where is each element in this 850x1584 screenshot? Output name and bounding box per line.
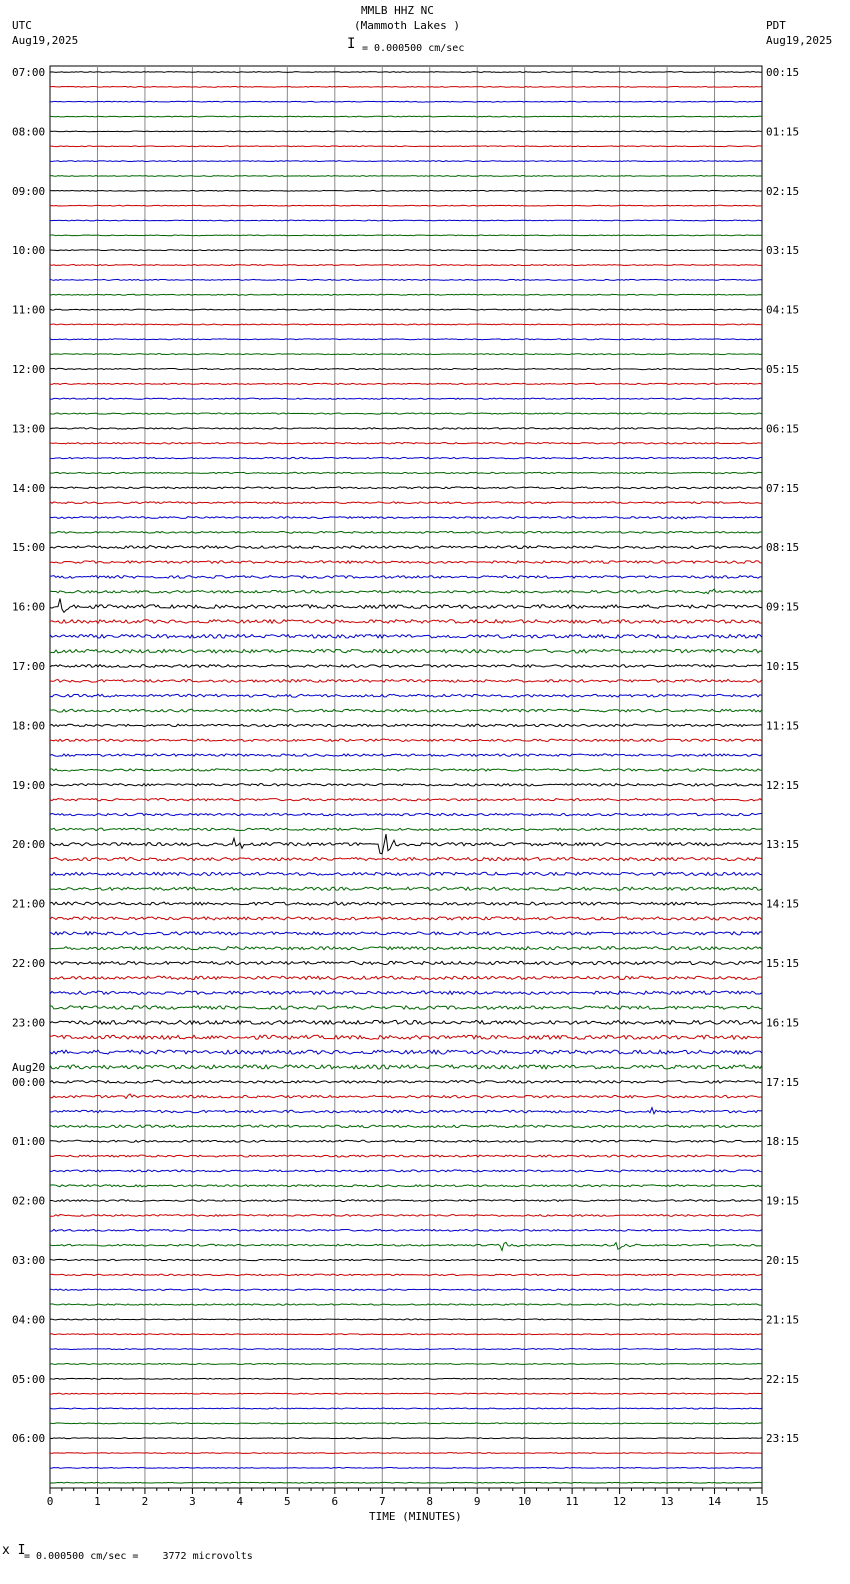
trace-line [50, 265, 762, 266]
trace-line [50, 739, 762, 741]
x-tick-label: 2 [141, 1495, 149, 1508]
trace-line [50, 517, 762, 519]
trace-line [50, 354, 762, 355]
trace-line [50, 531, 762, 533]
utc-hour-label: 09:00 [12, 184, 46, 198]
pdt-hour-label: 10:15 [766, 660, 800, 673]
pdt-hour-label: 09:15 [766, 600, 800, 614]
pdt-hour-label: 03:15 [766, 244, 800, 258]
x-tick-label: 13 [660, 1495, 674, 1508]
x-tick-label: 11 [565, 1495, 579, 1508]
utc-hour-label: 19:00 [12, 778, 46, 792]
trace-line [50, 1468, 762, 1469]
utc-hour-label: 00:00 [12, 1075, 46, 1089]
utc-hour-label: 04:00 [12, 1313, 46, 1327]
trace-line [50, 1170, 762, 1172]
trace-line [50, 1363, 762, 1364]
utc-hour-label: 07:00 [12, 66, 46, 79]
trace-line [50, 235, 762, 236]
trace-line [50, 205, 762, 206]
x-tick-label: 15 [755, 1495, 769, 1508]
utc-hour-label: 17:00 [12, 660, 46, 673]
pdt-hour-label: 00:15 [766, 66, 800, 79]
utc-hour-label: 20:00 [12, 838, 46, 852]
pdt-hour-label: 08:15 [766, 541, 800, 555]
trace-line [50, 1349, 762, 1350]
trace-line [50, 576, 762, 579]
trace-line [50, 1140, 762, 1142]
footer-scale-icon: x I [2, 1543, 26, 1558]
left-date: Aug19,2025 [12, 34, 79, 47]
trace-line [50, 1393, 762, 1394]
location-title: (Mammoth Lakes ) [354, 19, 460, 32]
x-tick-label: 1 [94, 1495, 101, 1508]
trace-line [50, 1482, 762, 1483]
pdt-hour-label: 01:15 [766, 125, 800, 139]
utc-hour-label: 13:00 [12, 422, 46, 436]
x-tick-label: 6 [331, 1495, 339, 1508]
trace-line [50, 976, 762, 979]
utc-hour-label: 05:00 [12, 1372, 46, 1386]
utc-hour-label: 21:00 [12, 897, 46, 911]
trace-line [50, 872, 762, 875]
trace-line [50, 1334, 762, 1335]
trace-line [50, 1080, 762, 1083]
pdt-hour-label: 22:15 [766, 1372, 800, 1386]
trace-line [50, 828, 762, 830]
trace-line [50, 1065, 762, 1069]
x-tick-label: 3 [189, 1495, 196, 1508]
trace-line [50, 383, 762, 384]
pdt-hour-label: 15:15 [766, 957, 800, 970]
pdt-hour-label: 02:15 [766, 184, 800, 198]
trace-line [50, 220, 762, 221]
station-title: MMLB HHZ NC [361, 4, 434, 17]
trace-line [50, 339, 762, 340]
trace-line [50, 1200, 762, 1202]
trace-line [50, 991, 762, 994]
x-tick-label: 5 [284, 1495, 291, 1508]
trace-line [50, 834, 762, 854]
trace-line [50, 428, 762, 429]
x-tick-label: 10 [518, 1495, 532, 1508]
left-timezone: UTC [12, 19, 32, 32]
trace-line [50, 1319, 762, 1320]
trace-line [50, 887, 762, 890]
trace-line [50, 620, 762, 624]
utc-hour-label: 16:00 [12, 600, 46, 614]
pdt-hour-label: 16:15 [766, 1016, 800, 1030]
trace-line [50, 545, 762, 548]
x-tick-label: 8 [426, 1495, 434, 1508]
utc-hour-label: 10:00 [12, 244, 46, 258]
trace-line [50, 472, 762, 473]
trace-line [50, 902, 762, 905]
trace-line [50, 917, 762, 920]
utc-hour-label: 12:00 [12, 363, 46, 376]
trace-line [50, 176, 762, 177]
trace-line [50, 709, 762, 712]
footer-scale-label: = 0.000500 cm/sec = 3772 microvolts [24, 1551, 253, 1562]
trace-line [50, 1185, 762, 1187]
utc-hour-label: 11:00 [12, 303, 46, 317]
trace-line [50, 589, 762, 594]
trace-line [50, 635, 762, 639]
pdt-hour-label: 19:15 [766, 1194, 800, 1208]
trace-line [50, 561, 762, 564]
x-axis-label: TIME (MINUTES) [369, 1510, 462, 1523]
x-tick-label: 4 [236, 1495, 244, 1508]
trace-line [50, 131, 762, 132]
trace-line [50, 857, 762, 860]
trace-line [50, 161, 762, 162]
trace-line [50, 1155, 762, 1157]
trace-line [50, 1094, 762, 1099]
pdt-hour-label: 12:15 [766, 778, 800, 792]
trace-line [50, 1438, 762, 1439]
trace-line [50, 1229, 762, 1231]
x-tick-label: 12 [612, 1495, 627, 1508]
x-tick-label: 9 [473, 1495, 481, 1508]
x-tick-label: 14 [707, 1495, 722, 1508]
utc-hour-label: 03:00 [12, 1254, 46, 1267]
trace-line [50, 368, 762, 369]
utc-hour-label: 02:00 [12, 1194, 46, 1208]
trace-line [50, 72, 762, 73]
trace-line [50, 649, 762, 653]
trace-line [50, 1274, 762, 1275]
trace-line [50, 502, 762, 504]
trace-line [50, 665, 762, 668]
pdt-hour-label: 04:15 [766, 303, 800, 317]
right-date: Aug19,2025 [766, 34, 833, 47]
trace-line [50, 694, 762, 697]
pdt-hour-label: 17:15 [766, 1075, 800, 1089]
trace-line [50, 443, 762, 444]
trace-line [50, 784, 762, 786]
trace-line [50, 487, 762, 489]
trace-line [50, 116, 762, 117]
trace-line [50, 932, 762, 935]
trace-line [50, 1125, 762, 1128]
trace-line [50, 1289, 762, 1290]
trace-line [50, 1304, 762, 1305]
pdt-hour-label: 21:15 [766, 1313, 800, 1327]
utc-hour-label: 23:00 [12, 1016, 46, 1030]
pdt-hour-label: 11:15 [766, 719, 800, 733]
trace-line [50, 86, 762, 87]
trace-line [50, 250, 762, 251]
trace-line [50, 294, 762, 295]
utc-hour-label: 01:00 [12, 1135, 46, 1149]
trace-line [50, 599, 762, 613]
trace-line [50, 1408, 762, 1409]
utc-hour-label: 08:00 [12, 125, 46, 139]
x-tick-label: 0 [46, 1495, 54, 1508]
trace-line [50, 398, 762, 399]
pdt-hour-label: 23:15 [766, 1432, 800, 1446]
trace-line [50, 724, 762, 726]
trace-line [50, 457, 762, 458]
trace-line [50, 190, 762, 191]
trace-line [50, 1108, 762, 1114]
pdt-hour-label: 13:15 [766, 838, 800, 852]
utc-hour-label: 14:00 [12, 481, 46, 495]
trace-line [50, 1215, 762, 1217]
pdt-hour-label: 06:15 [766, 422, 800, 436]
trace-line [50, 798, 762, 800]
x-tick-label: 7 [378, 1495, 386, 1508]
trace-line [50, 324, 762, 325]
date-change-label: Aug20 [12, 1060, 46, 1074]
trace-line [50, 947, 762, 950]
trace-line [50, 279, 762, 280]
utc-hour-label: 06:00 [12, 1432, 46, 1446]
pdt-hour-label: 20:15 [766, 1254, 800, 1267]
trace-line [50, 754, 762, 756]
trace-line [50, 1423, 762, 1424]
trace-line [50, 679, 762, 682]
pdt-hour-label: 05:15 [766, 363, 800, 376]
utc-hour-label: 22:00 [12, 957, 46, 970]
pdt-hour-label: 07:15 [766, 481, 800, 495]
trace-line [50, 1035, 762, 1039]
trace-line [50, 813, 762, 815]
pdt-hour-label: 14:15 [766, 897, 800, 911]
trace-line [50, 146, 762, 147]
trace-line [50, 1259, 762, 1260]
trace-line [50, 1453, 762, 1454]
trace-line [50, 1050, 762, 1054]
trace-line [50, 1006, 762, 1009]
right-timezone: PDT [766, 19, 786, 32]
trace-line [50, 309, 762, 310]
trace-line [50, 769, 762, 771]
trace-line [50, 1242, 762, 1250]
trace-line [50, 961, 762, 964]
trace-line [50, 101, 762, 102]
utc-hour-label: 15:00 [12, 541, 46, 555]
pdt-hour-label: 18:15 [766, 1135, 800, 1149]
trace-line [50, 1378, 762, 1379]
utc-hour-label: 18:00 [12, 719, 46, 733]
scale-label: = 0.000500 cm/sec [362, 43, 465, 54]
scale-bar-icon: I [347, 36, 356, 52]
trace-line [50, 1020, 762, 1024]
trace-line [50, 413, 762, 414]
